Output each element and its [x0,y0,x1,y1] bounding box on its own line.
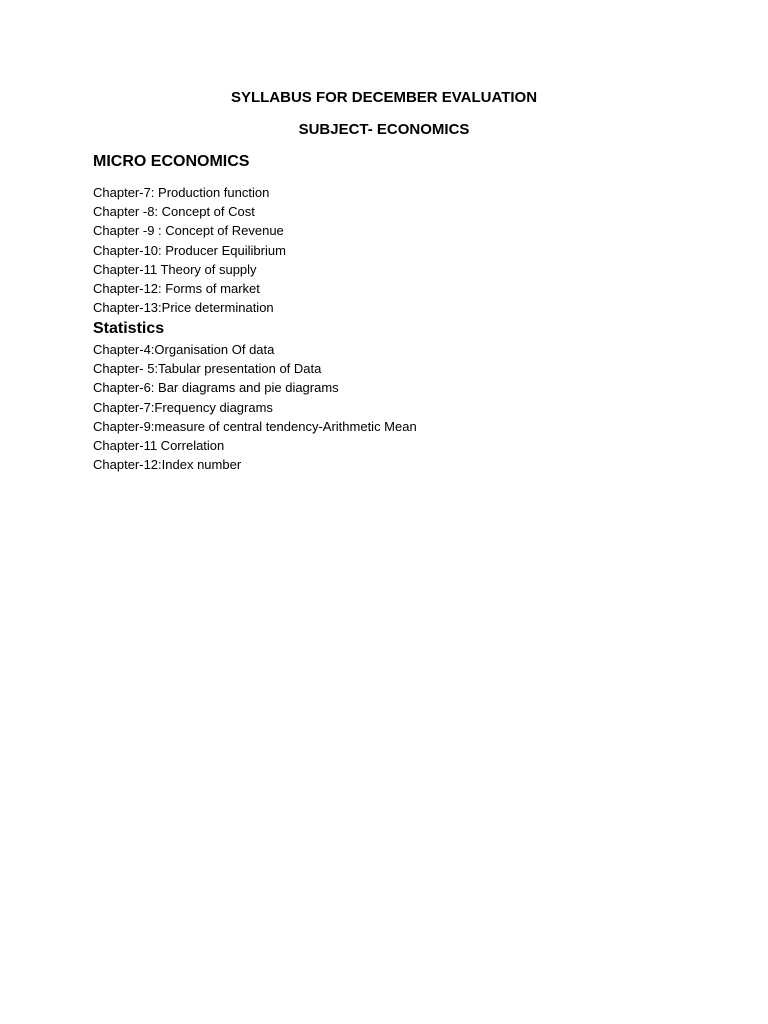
list-item: Chapter-11 Theory of supply [93,261,257,277]
micro-economics-chapter-list [93,183,286,317]
document-subject: SUBJECT- ECONOMICS [298,121,470,138]
list-item: Chapter-4:Organisation Of data [93,342,275,357]
list-item: Chapter- 5:Tabular presentation of Data [93,361,322,377]
section-heading-statistics: Statistics [93,320,165,337]
list-item: Chapter -9 : Concept of Revenue [93,223,284,239]
list-item: Chapter-6: Bar diagrams and pie diagrams [93,380,339,396]
list-item: Chapter-12:Index number [93,457,242,473]
statistics-chapter-list [93,340,417,474]
list-item: Chapter-7: Production function [93,185,270,200]
section-heading-micro-economics: MICRO ECONOMICS [93,153,250,170]
list-item: Chapter-9:measure of central tendency-Arithmetic Mean [93,418,417,434]
list-item: Chapter-10: Producer Equilibrium [93,242,286,258]
list-item: Chapter -8: Concept of Cost [93,204,255,220]
list-item: Chapter-7:Frequency diagrams [93,399,273,415]
document-title: SYLLABUS FOR DECEMBER EVALUATION [230,89,538,106]
list-item: Chapter-12: Forms of market [93,280,260,296]
list-item: Chapter-13:Price determination [93,300,274,316]
list-item: Chapter-11 Correlation [93,437,225,453]
